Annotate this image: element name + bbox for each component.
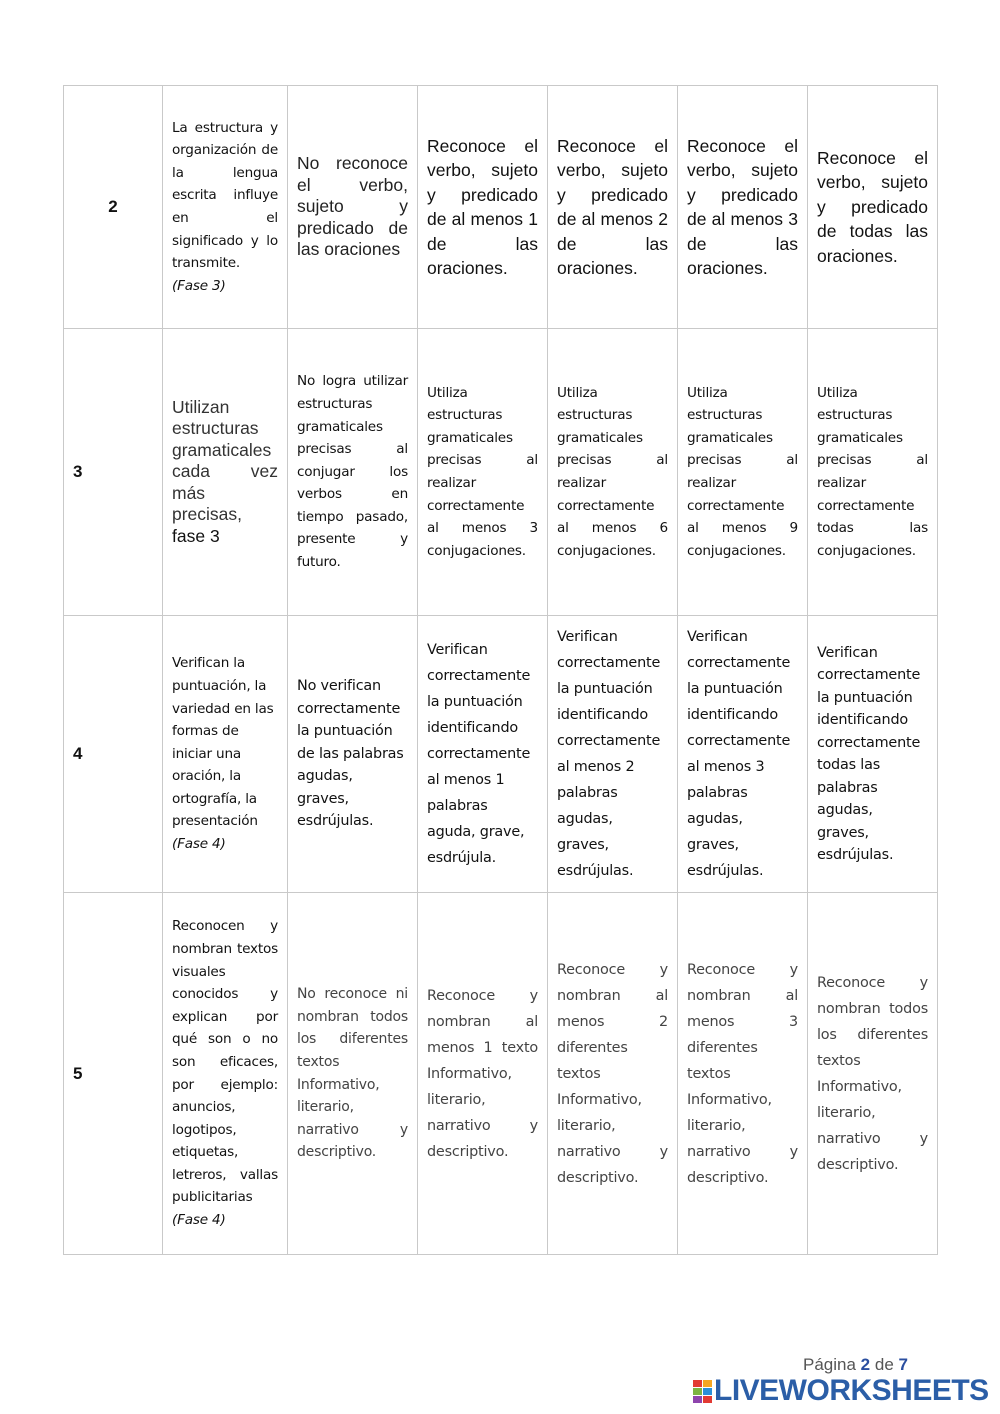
level-cell: Utiliza estructuras gramaticales precisas al realizar correctamente al menos 9 conjugaciones.	[678, 329, 808, 616]
level-cell: Utiliza estructuras gramaticales precisas al realizar correctamente al menos 3 conjugaciones.	[418, 329, 548, 616]
page-prefix: Página	[803, 1355, 856, 1374]
liveworksheets-logo-icon	[692, 1379, 712, 1403]
criterion-cell	[163, 616, 288, 893]
page-number	[803, 1355, 908, 1375]
level-cell: No reconoce el verbo, sujeto y predicado de las oraciones	[288, 86, 418, 329]
level-cell: Verifican correctamente la puntuación identificando correctamente al menos 2 palabras agudas, graves, esdrújulas.	[548, 616, 678, 893]
level-cell: Utiliza estructuras gramaticales precisas al realizar correctamente al menos 6 conjugaciones.	[548, 329, 678, 616]
criterion-cell	[163, 329, 288, 616]
table-row	[64, 893, 938, 1255]
liveworksheets-brand[interactable]	[692, 1376, 989, 1406]
criterion-cell	[163, 893, 288, 1255]
criterion-phase: fase 3	[172, 525, 220, 546]
criterion-text: Utilizan estructuras gramaticales cada vez más precisas,	[172, 396, 278, 525]
row-number: 4	[64, 616, 163, 893]
page-total: 7	[898, 1355, 908, 1374]
table-row	[64, 86, 938, 329]
level-cell: Verifican correctamente la puntuación identificando correctamente al menos 3 palabras agudas, graves, esdrújulas.	[678, 616, 808, 893]
criterion-text: La estructura y organización de la lengua escrita influye en el significado y lo transmite.	[172, 119, 278, 272]
level-cell: Utiliza estructuras gramaticales precisas al realizar correctamente todas las conjugaciones.	[808, 329, 938, 616]
level-cell: Reconoce y nombran al menos 2 diferentes textos Informativo, literario, narrativo y descriptivo.	[548, 893, 678, 1255]
row-number: 3	[64, 329, 163, 616]
level-cell: Reconoce el verbo, sujeto y predicado de todas las oraciones.	[808, 86, 938, 329]
level-cell: Reconoce y nombran al menos 1 texto Informativo, literario, narrativo y descriptivo.	[418, 893, 548, 1255]
level-cell: Reconoce el verbo, sujeto y predicado de al menos 2 de las oraciones.	[548, 86, 678, 329]
page-current: 2	[860, 1355, 871, 1374]
criterion-phase: (Fase 3)	[172, 277, 226, 294]
row-number: 5	[64, 893, 163, 1255]
level-cell: Reconoce el verbo, sujeto y predicado de al menos 3 de las oraciones.	[678, 86, 808, 329]
criterion-phase: (Fase 4)	[172, 1212, 226, 1229]
level-cell: Reconoce y nombran todos los diferentes textos Informativo, literario, narrativo y descriptivo.	[808, 893, 938, 1255]
row-number: 2	[64, 86, 163, 329]
level-cell: Reconoce y nombran al menos 3 diferentes textos Informativo, literario, narrativo y descriptivo.	[678, 893, 808, 1255]
level-cell: No logra utilizar estructuras gramaticales precisas al conjugar los verbos en tiempo pasado, presente y futuro.	[288, 329, 418, 616]
level-cell: No reconoce ni nombran todos los diferentes textos Informativo, literario, narrativo y descriptivo.	[288, 893, 418, 1255]
level-cell: Reconoce el verbo, sujeto y predicado de al menos 1 de las oraciones.	[418, 86, 548, 329]
table-row	[64, 616, 938, 893]
criterion-phase: (Fase 4)	[172, 836, 226, 853]
brand-name: LIVEWORKSHEETS	[714, 1374, 989, 1407]
level-cell: No verifican correctamente la puntuación de las palabras agudas, graves, esdrújulas.	[288, 616, 418, 893]
criterion-text: Verifican la puntuación, la variedad en las formas de iniciar una oración, la ortografía, la presentación	[172, 655, 274, 830]
criterion-cell	[163, 86, 288, 329]
rubric-table	[63, 85, 938, 1255]
page-sep: de	[874, 1355, 894, 1374]
level-cell: Verifican correctamente la puntuación identificando correctamente al menos 1 palabras aguda, grave, esdrújula.	[418, 616, 548, 893]
table-row	[64, 329, 938, 616]
level-cell: Verifican correctamente la puntuación identificando correctamente todas las palabras agudas, graves, esdrújulas.	[808, 616, 938, 893]
criterion-text: Reconocen y nombran textos visuales conocidos y explican por qué son o no son eficaces, por ejemplo: anuncios, logotipos, etiquetas, letreros, vallas publicitarias	[172, 918, 278, 1206]
